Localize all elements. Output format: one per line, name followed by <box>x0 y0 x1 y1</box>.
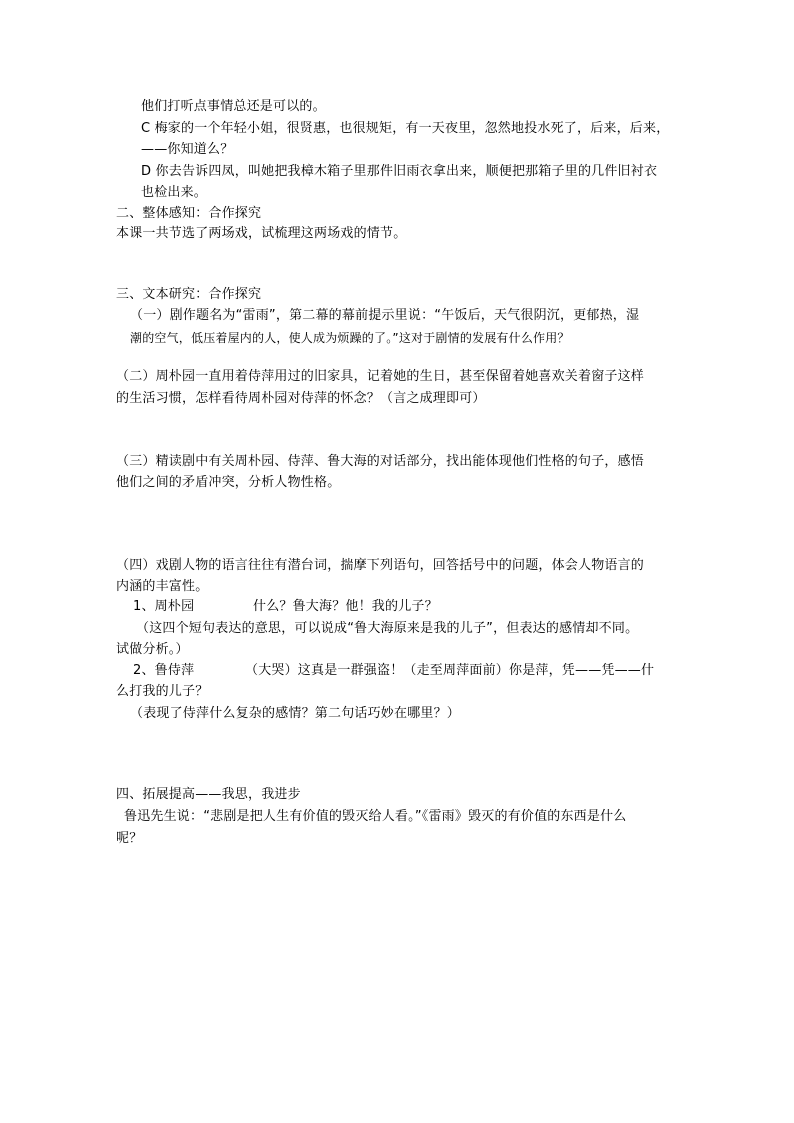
section4-line2: 呢？ <box>116 831 143 846</box>
option-b-continuation: 他们打听点事情总还是可以的。 <box>141 99 326 114</box>
question3-line2: 他们之间的矛盾冲突，分析人物性格。 <box>116 475 341 490</box>
option-d-line2: 也检出来。 <box>141 185 208 200</box>
item2-speech: （大哭）这真是一群强盗！（走至周萍面前）你是萍，凭——凭——什 <box>245 663 655 678</box>
item1-note-line1: （这四个短句表达的意思，可以说成“鲁大海原来是我的儿子”，但表达的感情却不同。 <box>136 621 639 636</box>
question1-line1: （一）剧作题名为“雷雨”，第二幕的幕前提示里说：“午饭后，天气很阴沉，更郁热，湿 <box>130 308 640 323</box>
option-c-line1: C 梅家的一个年轻小姐，很贤惠，也很规矩，有一天夜里，忽然地投水死了，后来，后来， <box>141 121 670 136</box>
item2-line2: 么打我的儿子？ <box>116 684 209 699</box>
section4-line1: 鲁迅先生说：“悲剧是把人生有价值的毁灭给人看。”《雷雨》毁灭的有价值的东西是什么 <box>124 809 627 824</box>
question2-line2: 的生活习惯，怎样看待周朴园对侍萍的怀念？（言之成理即可） <box>116 391 486 406</box>
item2-speaker: 2、鲁侍萍 <box>133 663 195 678</box>
question2-line1: （二）周朴园一直用着侍萍用过的旧家具，记着她的生日，甚至保留着她喜欢关着窗子这样 <box>116 369 645 384</box>
question4-line2: 内涵的丰富性。 <box>116 579 209 594</box>
section4-heading: 四、拓展提高——我思，我进步 <box>116 787 301 802</box>
question4-line1: （四）戏剧人物的语言往往有潜台词，揣摩下列语句，回答括号中的问题，体会人物语言的 <box>116 558 645 573</box>
section2-text: 本课一共节选了两场戏，试梳理这两场戏的情节。 <box>116 226 407 241</box>
section3-heading: 三、文本研究：合作探究 <box>116 287 262 302</box>
option-c-line2: ——你知道么？ <box>141 142 234 157</box>
item1-speech: 什么？鲁大海？他！我的儿子？ <box>253 599 438 614</box>
item1-speaker: 1、周朴园 <box>133 599 195 614</box>
item2-note: （表现了侍萍什么复杂的感情？第二句话巧妙在哪里？） <box>130 706 461 721</box>
item1-note-line2: 试做分析。） <box>116 642 189 657</box>
section2-heading: 二、整体感知：合作探究 <box>116 206 262 221</box>
question3-line1: （三）精读剧中有关周朴园、侍萍、鲁大海的对话部分，找出能体现他们性格的句子，感悟 <box>116 454 645 469</box>
option-d-line1: D 你去告诉四凤，叫她把我樟木箱子里那件旧雨衣拿出来，顺便把那箱子里的几件旧衬衣 <box>141 164 658 179</box>
question1-line2: 潮的空气，低压着屋内的人，使人成为烦躁的了。”这对于剧情的发展有什么作用？ <box>130 331 570 345</box>
